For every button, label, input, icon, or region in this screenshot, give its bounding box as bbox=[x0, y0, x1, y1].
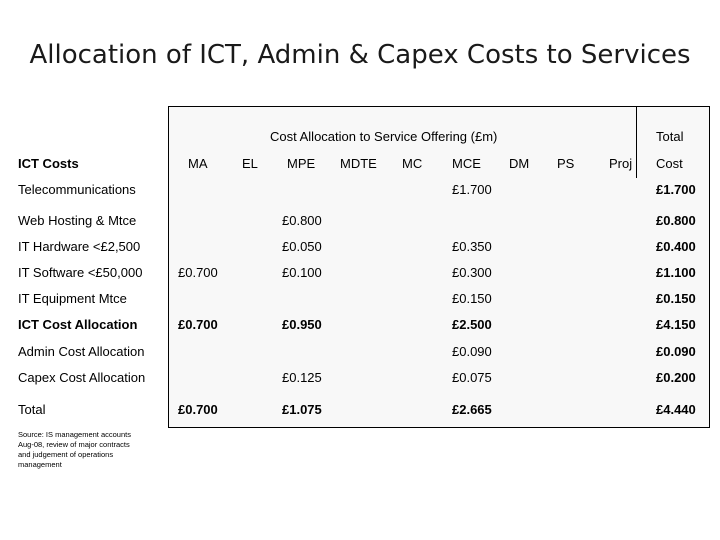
slide-title: Allocation of ICT, Admin & Capex Costs to Services bbox=[29, 40, 691, 70]
col-header-el: EL bbox=[242, 156, 258, 171]
cell-it-hardware-mce: £0.350 bbox=[452, 239, 492, 254]
cell-it-hardware-total: £0.400 bbox=[656, 239, 696, 254]
row-label-web-hosting: Web Hosting & Mtce bbox=[18, 213, 137, 228]
cell-total-mpe: £1.075 bbox=[282, 402, 322, 417]
source-note bbox=[18, 430, 158, 470]
cell-telecom-total: £1.700 bbox=[656, 182, 696, 197]
cell-ict-alloc-mpe: £0.950 bbox=[282, 317, 322, 332]
source-note-line: Aug-08, review of major contracts bbox=[18, 440, 130, 449]
col-header-ma: MA bbox=[188, 156, 208, 171]
col-header-mc: MC bbox=[402, 156, 423, 171]
col-header-mce: MCE bbox=[452, 156, 481, 171]
cell-ict-alloc-mce: £2.500 bbox=[452, 317, 492, 332]
cell-ict-alloc-ma: £0.700 bbox=[178, 317, 218, 332]
group-header: Cost Allocation to Service Offering (£m) bbox=[270, 129, 498, 144]
source-note-line: and judgement of operations bbox=[18, 450, 114, 459]
row-label-admin-cost-allocation: Admin Cost Allocation bbox=[18, 344, 145, 359]
total-column-divider bbox=[636, 106, 637, 178]
cell-it-software-total: £1.100 bbox=[656, 265, 696, 280]
col-header-proj: Proj bbox=[609, 156, 633, 171]
cell-ict-alloc-total: £4.150 bbox=[656, 317, 696, 332]
col-header-mdte: MDTE bbox=[340, 156, 377, 171]
row-label-it-hardware: IT Hardware <£2,500 bbox=[18, 239, 141, 254]
row-label-it-equipment: IT Equipment Mtce bbox=[18, 291, 127, 306]
cell-capex-alloc-mce: £0.075 bbox=[452, 370, 492, 385]
col-header-ps: PS bbox=[557, 156, 575, 171]
cell-web-hosting-total: £0.800 bbox=[656, 213, 696, 228]
ict-costs-header: ICT Costs bbox=[18, 156, 79, 171]
cell-total-mce: £2.665 bbox=[452, 402, 492, 417]
cell-capex-alloc-mpe: £0.125 bbox=[282, 370, 322, 385]
cell-total-ma: £0.700 bbox=[178, 402, 218, 417]
allocation-table-frame bbox=[168, 106, 710, 428]
row-label-total: Total bbox=[18, 402, 46, 417]
col-header-dm: DM bbox=[509, 156, 530, 171]
cell-admin-alloc-mce: £0.090 bbox=[452, 344, 492, 359]
cell-total-total: £4.440 bbox=[656, 402, 696, 417]
cell-capex-alloc-total: £0.200 bbox=[656, 370, 696, 385]
total-header-bottom: Cost bbox=[656, 156, 683, 171]
cell-it-equipment-total: £0.150 bbox=[656, 291, 696, 306]
cell-admin-alloc-total: £0.090 bbox=[656, 344, 696, 359]
row-label-capex-cost-allocation: Capex Cost Allocation bbox=[18, 370, 146, 385]
source-note-line: management bbox=[18, 460, 62, 469]
source-note-line: Source: IS management accounts bbox=[18, 430, 131, 439]
row-label-ict-cost-allocation: ICT Cost Allocation bbox=[18, 317, 138, 332]
cell-it-hardware-mpe: £0.050 bbox=[282, 239, 322, 254]
cell-telecom-mce: £1.700 bbox=[452, 182, 492, 197]
cell-it-software-mce: £0.300 bbox=[452, 265, 492, 280]
row-label-telecommunications: Telecommunications bbox=[18, 182, 136, 197]
cell-it-software-ma: £0.700 bbox=[178, 265, 218, 280]
total-header-top: Total bbox=[656, 129, 684, 144]
cell-it-software-mpe: £0.100 bbox=[282, 265, 322, 280]
cell-it-equipment-mce: £0.150 bbox=[452, 291, 492, 306]
col-header-mpe: MPE bbox=[287, 156, 316, 171]
cell-web-hosting-mpe: £0.800 bbox=[282, 213, 322, 228]
row-label-it-software: IT Software <£50,000 bbox=[18, 265, 143, 280]
